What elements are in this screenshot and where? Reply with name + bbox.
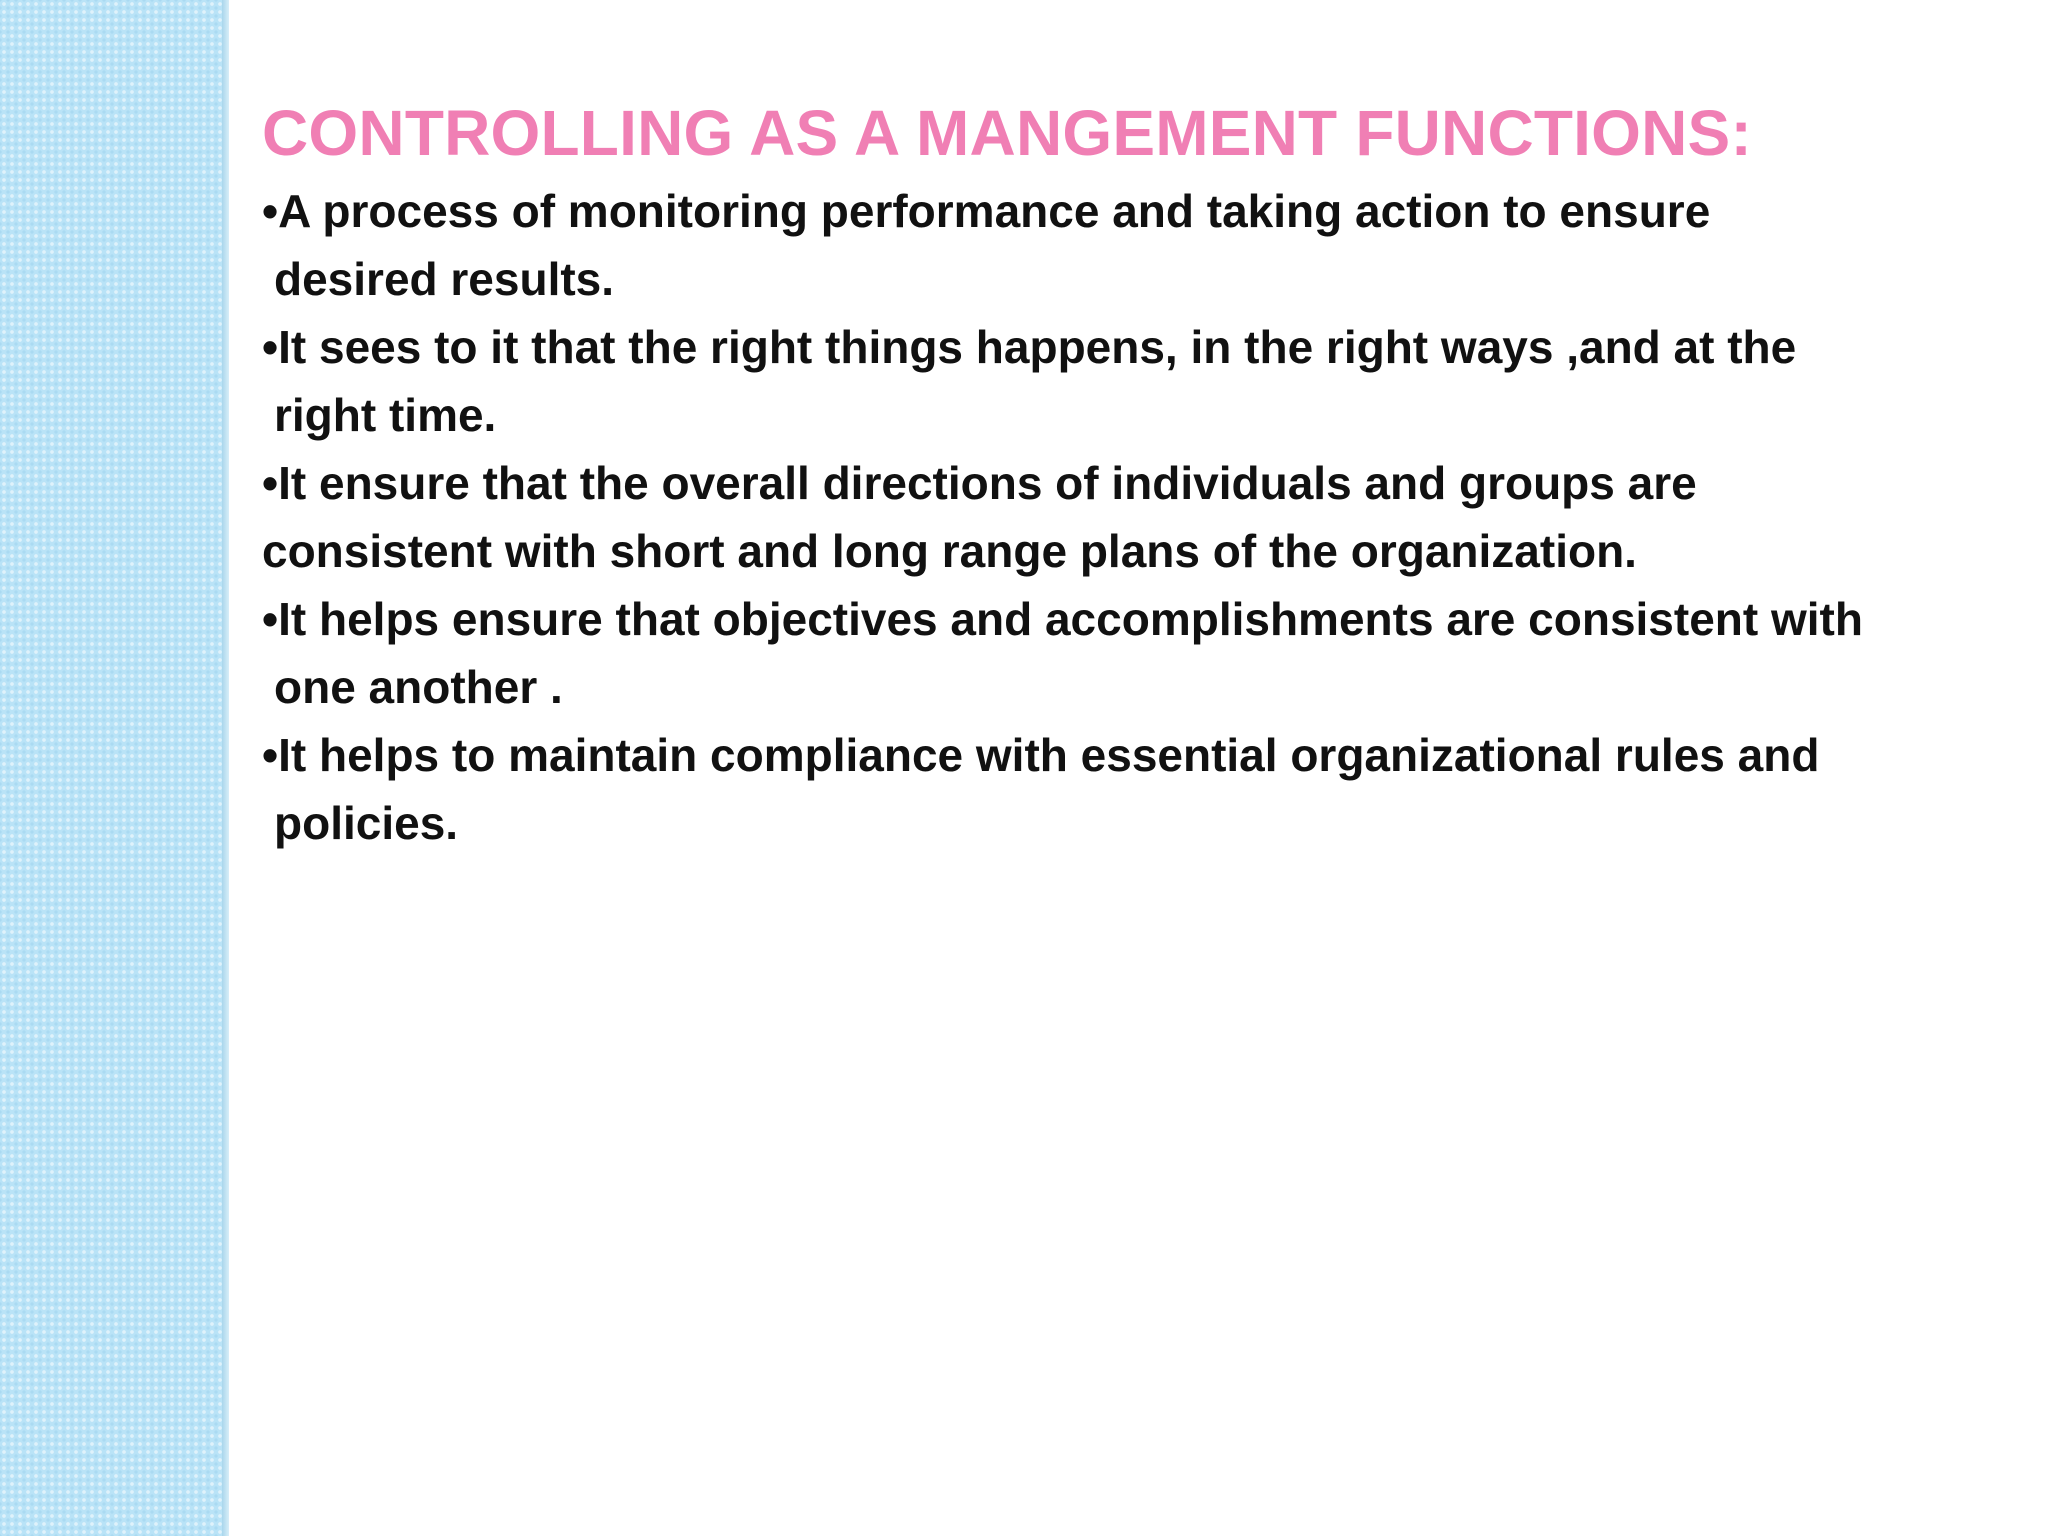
decorative-side-band bbox=[0, 0, 222, 1536]
bullet-line-continued: policies. bbox=[274, 797, 459, 849]
bullet-line-continued: one another . bbox=[274, 661, 563, 713]
bullet-item-directions bbox=[262, 449, 2002, 585]
bullet-item-monitoring bbox=[262, 177, 2002, 313]
bullet-line: •It sees to it that the right things happens, in the right ways ,and at the bbox=[262, 321, 1797, 373]
bullet-item-right-things bbox=[262, 313, 2002, 449]
side-band-edge bbox=[222, 0, 229, 1536]
bullet-line: •A process of monitoring performance and taking action to ensure bbox=[262, 185, 1711, 237]
bullet-line-continued: consistent with short and long range plans of the organization. bbox=[262, 525, 1637, 577]
bullet-item-objectives bbox=[262, 585, 2002, 721]
slide-content bbox=[262, 95, 2002, 857]
bullet-line: •It helps ensure that objectives and accomplishments are consistent with bbox=[262, 593, 1863, 645]
bullet-line: •It ensure that the overall directions of individuals and groups are bbox=[262, 457, 1697, 509]
bullet-line: •It helps to maintain compliance with essential organizational rules and bbox=[262, 729, 1820, 781]
bullet-list bbox=[262, 177, 2002, 857]
slide-title: CONTROLLING AS A MANGEMENT FUNCTIONS: bbox=[262, 97, 1752, 169]
bullet-line-continued: desired results. bbox=[274, 253, 615, 305]
bullet-line-continued: right time. bbox=[274, 389, 497, 441]
bullet-item-compliance bbox=[262, 721, 2002, 857]
